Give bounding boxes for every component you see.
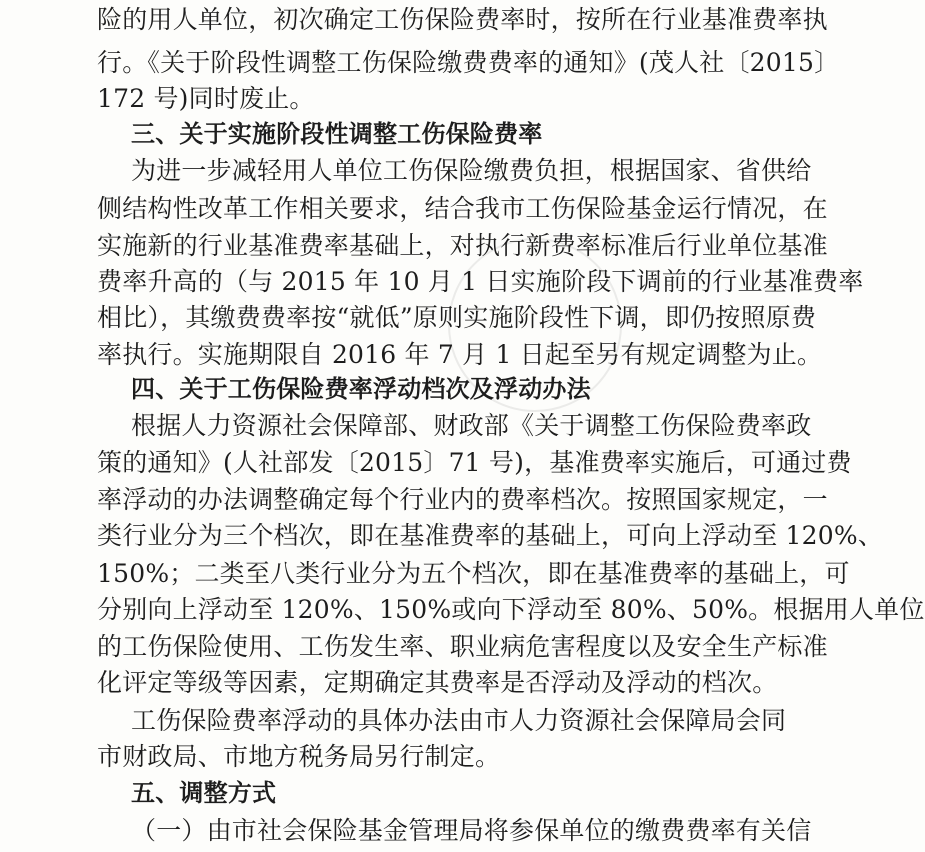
text-line: 分别向上浮动至 120%、150%或向下浮动至 80%、50%。根据用人单位 xyxy=(97,595,925,624)
text-line: 行。《关于阶段性调整工伤保险缴费费率的通知》(茂人社〔2015〕 xyxy=(97,48,840,77)
text-line: 150%；二类至八类行业分为五个档次，即在基准费率的基础上，可 xyxy=(97,559,850,588)
text-line: 险的用人单位，初次确定工伤保险费率时，按所在行业基准费率执 xyxy=(97,5,828,34)
section-heading: 四、关于工伤保险费率浮动档次及浮动办法 xyxy=(131,375,591,403)
text-line: 根据人力资源社会保障部、财政部《关于调整工伤保险费率政 xyxy=(131,411,812,440)
text-line: （一）由市社会保险基金管理局将参保单位的缴费费率有关信 xyxy=(131,816,812,845)
section-heading: 三、关于实施阶段性调整工伤保险费率 xyxy=(131,120,543,148)
text-line: 化评定等级等因素，定期确定其费率是否浮动及浮动的档次。 xyxy=(97,668,778,697)
section-heading: 五、调整方式 xyxy=(131,779,277,807)
text-line: 的工伤保险使用、工伤发生率、职业病危害程度以及安全生产标准 xyxy=(97,632,828,661)
text-line: 172 号)同时废止。 xyxy=(97,84,315,113)
text-line: 策的通知》(人社部发〔2015〕71 号)，基准费率实施后，可通过费 xyxy=(97,448,852,477)
text-line: 率执行。实施期限自 2016 年 7 月 1 日起至另有规定调整为止。 xyxy=(97,340,823,369)
text-line: 工伤保险费率浮动的具体办法由市人力资源社会保障局会同 xyxy=(131,706,787,735)
text-line: 为进一步减轻用人单位工伤保险缴费负担，根据国家、省供给 xyxy=(131,156,812,185)
text-line: 实施新的行业基准费率基础上，对执行新费率标准后行业单位基准 xyxy=(97,231,828,260)
text-line: 相比），其缴费费率按“就低”原则实施阶段性下调，即仍按照原费 xyxy=(97,303,817,332)
text-line: 侧结构性改革工作相关要求，结合我市工伤保险基金运行情况，在 xyxy=(97,194,828,223)
text-line: 率浮动的办法调整确定每个行业内的费率档次。按照国家规定，一 xyxy=(97,485,828,514)
text-line: 费率升高的（与 2015 年 10 月 1 日实施阶段下调前的行业基准费率 xyxy=(97,267,864,296)
text-line: 市财政局、市地方税务局另行制定。 xyxy=(97,742,501,771)
text-line: 类行业分为三个档次，即在基准费率的基础上，可向上浮动至 120%、 xyxy=(97,521,884,550)
